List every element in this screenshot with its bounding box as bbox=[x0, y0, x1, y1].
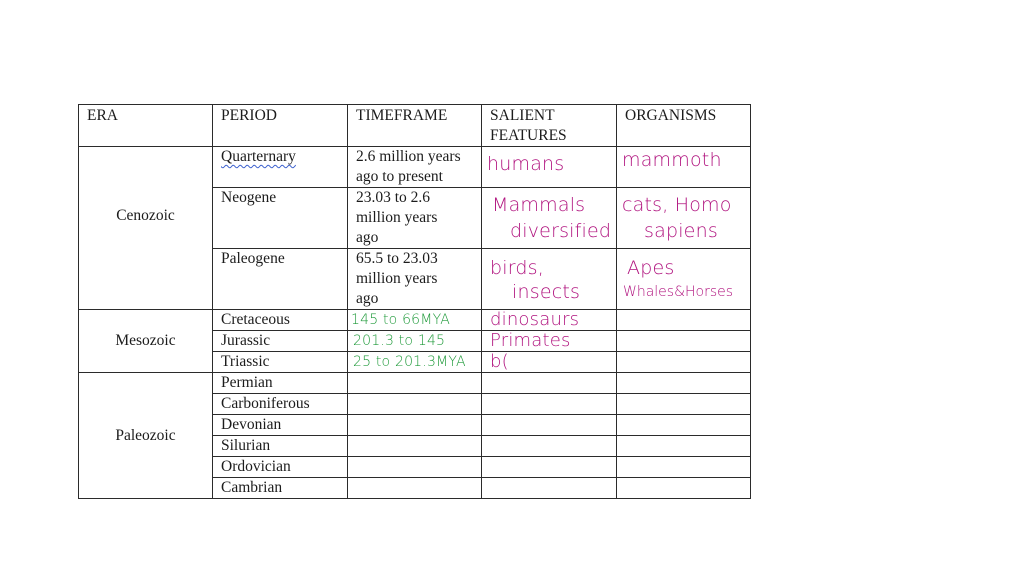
period-label: Devonian bbox=[221, 416, 282, 433]
timeframe-cell bbox=[348, 373, 482, 394]
period-label: Quarternary bbox=[221, 148, 296, 165]
organisms-cell bbox=[617, 478, 751, 499]
timeframe-cell bbox=[348, 436, 482, 457]
timeframe-cell bbox=[348, 457, 482, 478]
period-cell bbox=[213, 394, 348, 415]
period-label: Jurassic bbox=[221, 332, 271, 349]
period-label: Cretaceous bbox=[221, 311, 290, 328]
handwritten-note: Primates bbox=[490, 330, 571, 351]
period-cell bbox=[213, 352, 348, 373]
handwritten-note: dinosaurs bbox=[490, 309, 580, 330]
organisms-cell bbox=[617, 249, 751, 310]
handwritten-note: birds, bbox=[490, 257, 545, 279]
organisms-cell bbox=[617, 310, 751, 331]
era-label: Paleozoic bbox=[115, 426, 176, 444]
organisms-cell bbox=[617, 188, 751, 249]
handwritten-note: Mammals bbox=[492, 194, 586, 216]
features-cell bbox=[482, 310, 617, 331]
period-cell bbox=[213, 310, 348, 331]
header-salient-features: SALIENT FEATURES bbox=[482, 105, 617, 147]
period-cell bbox=[213, 249, 348, 310]
header-period: PERIOD bbox=[213, 105, 348, 147]
table-row bbox=[79, 373, 751, 394]
features-cell bbox=[482, 415, 617, 436]
handwritten-note: sapiens bbox=[644, 220, 718, 242]
organisms-cell bbox=[617, 331, 751, 352]
period-label: Triassic bbox=[221, 353, 270, 370]
timeframe-cell bbox=[348, 352, 482, 373]
handwritten-note: 25 to 201.3MYA bbox=[353, 354, 466, 370]
handwritten-note: Apes bbox=[627, 257, 675, 279]
handwritten-note: 145 to 66MYA bbox=[351, 312, 451, 328]
header-row bbox=[79, 105, 751, 147]
handwritten-note: cats, Homo bbox=[622, 194, 732, 216]
features-cell bbox=[482, 394, 617, 415]
header-timeframe: TIMEFRAME bbox=[348, 105, 482, 147]
timeframe-cell bbox=[348, 331, 482, 352]
era-label: Cenozoic bbox=[116, 207, 175, 224]
era-cell-cenozoic bbox=[79, 147, 213, 310]
period-label: Paleogene bbox=[221, 250, 285, 267]
organisms-cell bbox=[617, 352, 751, 373]
features-cell bbox=[482, 478, 617, 499]
handwritten-note: insects bbox=[512, 281, 581, 303]
handwritten-note: b( bbox=[490, 351, 509, 372]
period-label: Ordovician bbox=[221, 458, 291, 475]
organisms-cell bbox=[617, 373, 751, 394]
period-cell bbox=[213, 188, 348, 249]
features-cell bbox=[482, 457, 617, 478]
table-row bbox=[79, 310, 751, 331]
features-cell bbox=[482, 188, 617, 249]
period-label: Neogene bbox=[221, 189, 277, 206]
handwritten-note: mammoth bbox=[622, 149, 722, 171]
handwritten-note: Whales&Horses bbox=[623, 284, 734, 300]
timeframe-cell bbox=[348, 415, 482, 436]
period-cell bbox=[213, 415, 348, 436]
header-era: ERA bbox=[79, 105, 213, 147]
handwritten-note: 201.3 to 145 bbox=[353, 333, 446, 349]
timeframe-cell bbox=[348, 394, 482, 415]
timeframe-cell: 65.5 to 23.03 million years ago bbox=[348, 249, 482, 310]
period-label: Cambrian bbox=[221, 479, 283, 496]
timeframe-cell: 23.03 to 2.6 million years ago bbox=[348, 188, 482, 249]
period-cell bbox=[213, 436, 348, 457]
era-cell-paleozoic bbox=[79, 373, 213, 499]
period-label: Permian bbox=[221, 374, 273, 391]
period-label: Carboniferous bbox=[221, 395, 310, 412]
features-cell bbox=[482, 249, 617, 310]
timeframe-cell bbox=[348, 310, 482, 331]
timeframe-cell: 2.6 million years ago to present bbox=[348, 147, 482, 188]
period-cell bbox=[213, 331, 348, 352]
features-cell bbox=[482, 373, 617, 394]
timeframe-cell bbox=[348, 478, 482, 499]
handwritten-note: humans bbox=[487, 153, 565, 175]
features-cell bbox=[482, 147, 617, 188]
geologic-time-table bbox=[78, 104, 751, 499]
period-label: Silurian bbox=[221, 437, 271, 454]
features-cell bbox=[482, 436, 617, 457]
features-cell bbox=[482, 331, 617, 352]
period-cell bbox=[213, 478, 348, 499]
era-label: Mesozoic bbox=[115, 332, 176, 349]
period-cell bbox=[213, 147, 348, 188]
handwritten-note: diversified bbox=[510, 220, 612, 242]
era-cell-mesozoic bbox=[79, 310, 213, 373]
period-cell bbox=[213, 457, 348, 478]
organisms-cell bbox=[617, 394, 751, 415]
organisms-cell bbox=[617, 457, 751, 478]
organisms-cell bbox=[617, 436, 751, 457]
table-row bbox=[79, 147, 751, 188]
features-cell bbox=[482, 352, 617, 373]
header-organisms: ORGANISMS bbox=[617, 105, 751, 147]
period-cell bbox=[213, 373, 348, 394]
organisms-cell bbox=[617, 415, 751, 436]
organisms-cell bbox=[617, 147, 751, 188]
